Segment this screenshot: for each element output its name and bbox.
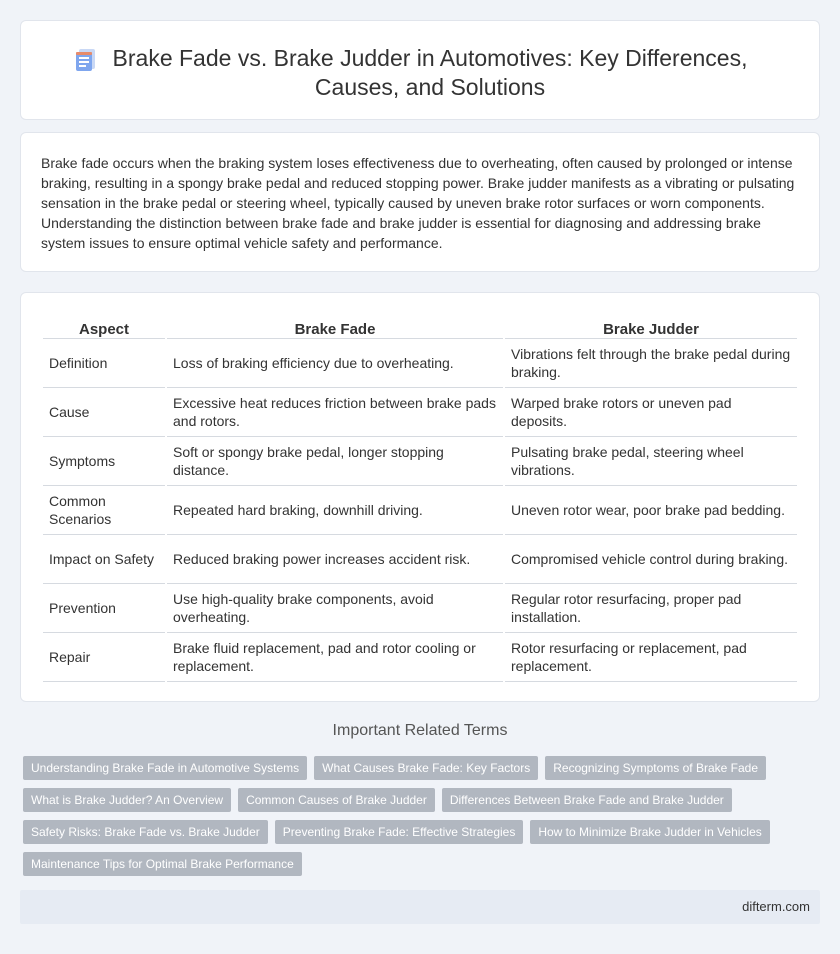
row-aspect: Common Scenarios	[43, 486, 165, 535]
table-row	[43, 584, 797, 633]
table-row	[43, 633, 797, 682]
row-brake-fade: Excessive heat reduces friction between brake pads and rotors.	[167, 388, 503, 437]
row-brake-fade: Soft or spongy brake pedal, longer stopping distance.	[167, 437, 503, 486]
intro-text: Brake fade occurs when the braking system loses effectiveness due to overheating, often caused by prolonged or intense braking, resulting in a spongy brake pedal and reduced stopping power. Brake judder manifests as a vibrating or pulsating sensation in the brake pedal or steering wheel, typically caused by uneven brake rotor surfaces or worn components. Understanding the distinction between brake fade and brake judder is essential for diagnosing and addressing brake system issues to ensure optimal vehicle safety and performance.	[41, 155, 795, 251]
table-row	[43, 535, 797, 584]
intro-card	[20, 132, 820, 272]
row-brake-judder: Vibrations felt through the brake pedal during braking.	[505, 339, 797, 388]
row-aspect: Definition	[43, 339, 165, 388]
table-header-row	[43, 315, 797, 339]
header-card	[20, 20, 820, 120]
row-brake-fade: Brake fluid replacement, pad and rotor cooling or replacement.	[167, 633, 503, 682]
row-brake-judder: Regular rotor resurfacing, proper pad installation.	[505, 584, 797, 633]
related-term-tag[interactable]: Understanding Brake Fade in Automotive Systems	[23, 756, 307, 780]
row-brake-fade: Loss of braking efficiency due to overheating.	[167, 339, 503, 388]
row-brake-judder: Compromised vehicle control during braking.	[505, 535, 797, 584]
row-brake-judder: Pulsating brake pedal, steering wheel vibrations.	[505, 437, 797, 486]
footer-site-link[interactable]: difterm.com	[742, 899, 810, 914]
column-header-brake-judder: Brake Judder	[505, 315, 797, 339]
related-terms-title: Important Related Terms	[332, 722, 508, 739]
related-term-tag[interactable]: Preventing Brake Fade: Effective Strategies	[275, 820, 524, 844]
related-term-tag[interactable]: Recognizing Symptoms of Brake Fade	[545, 756, 766, 780]
related-terms-list	[23, 756, 783, 876]
related-term-tag[interactable]: What is Brake Judder? An Overview	[23, 788, 231, 812]
row-aspect: Prevention	[43, 584, 165, 633]
footer	[20, 890, 820, 924]
row-brake-fade: Reduced braking power increases accident risk.	[167, 535, 503, 584]
related-term-tag[interactable]: Common Causes of Brake Judder	[238, 788, 435, 812]
related-term-tag[interactable]: Maintenance Tips for Optimal Brake Performance	[23, 852, 302, 876]
row-brake-fade: Repeated hard braking, downhill driving.	[167, 486, 503, 535]
row-aspect: Symptoms	[43, 437, 165, 486]
row-brake-judder: Rotor resurfacing or replacement, pad replacement.	[505, 633, 797, 682]
table-row	[43, 339, 797, 388]
related-term-tag[interactable]: Differences Between Brake Fade and Brake Judder	[442, 788, 732, 812]
column-header-brake-fade: Brake Fade	[167, 315, 503, 339]
comparison-table	[41, 315, 799, 682]
row-aspect: Cause	[43, 388, 165, 437]
row-brake-judder: Warped brake rotors or uneven pad deposits.	[505, 388, 797, 437]
row-aspect: Impact on Safety	[43, 535, 165, 584]
table-row	[43, 486, 797, 535]
related-term-tag[interactable]: What Causes Brake Fade: Key Factors	[314, 756, 538, 780]
table-row	[43, 437, 797, 486]
table-row	[43, 388, 797, 437]
row-brake-fade: Use high-quality brake components, avoid overheating.	[167, 584, 503, 633]
comparison-card	[20, 292, 820, 702]
related-term-tag[interactable]: Safety Risks: Brake Fade vs. Brake Judder	[23, 820, 268, 844]
row-brake-judder: Uneven rotor wear, poor brake pad bedding.	[505, 486, 797, 535]
related-term-tag[interactable]: How to Minimize Brake Judder in Vehicles	[530, 820, 769, 844]
page-title: Brake Fade vs. Brake Judder in Automotives: Key Differences, Causes, and Solutions	[112, 45, 748, 100]
column-header-aspect: Aspect	[43, 315, 165, 339]
row-aspect: Repair	[43, 633, 165, 682]
